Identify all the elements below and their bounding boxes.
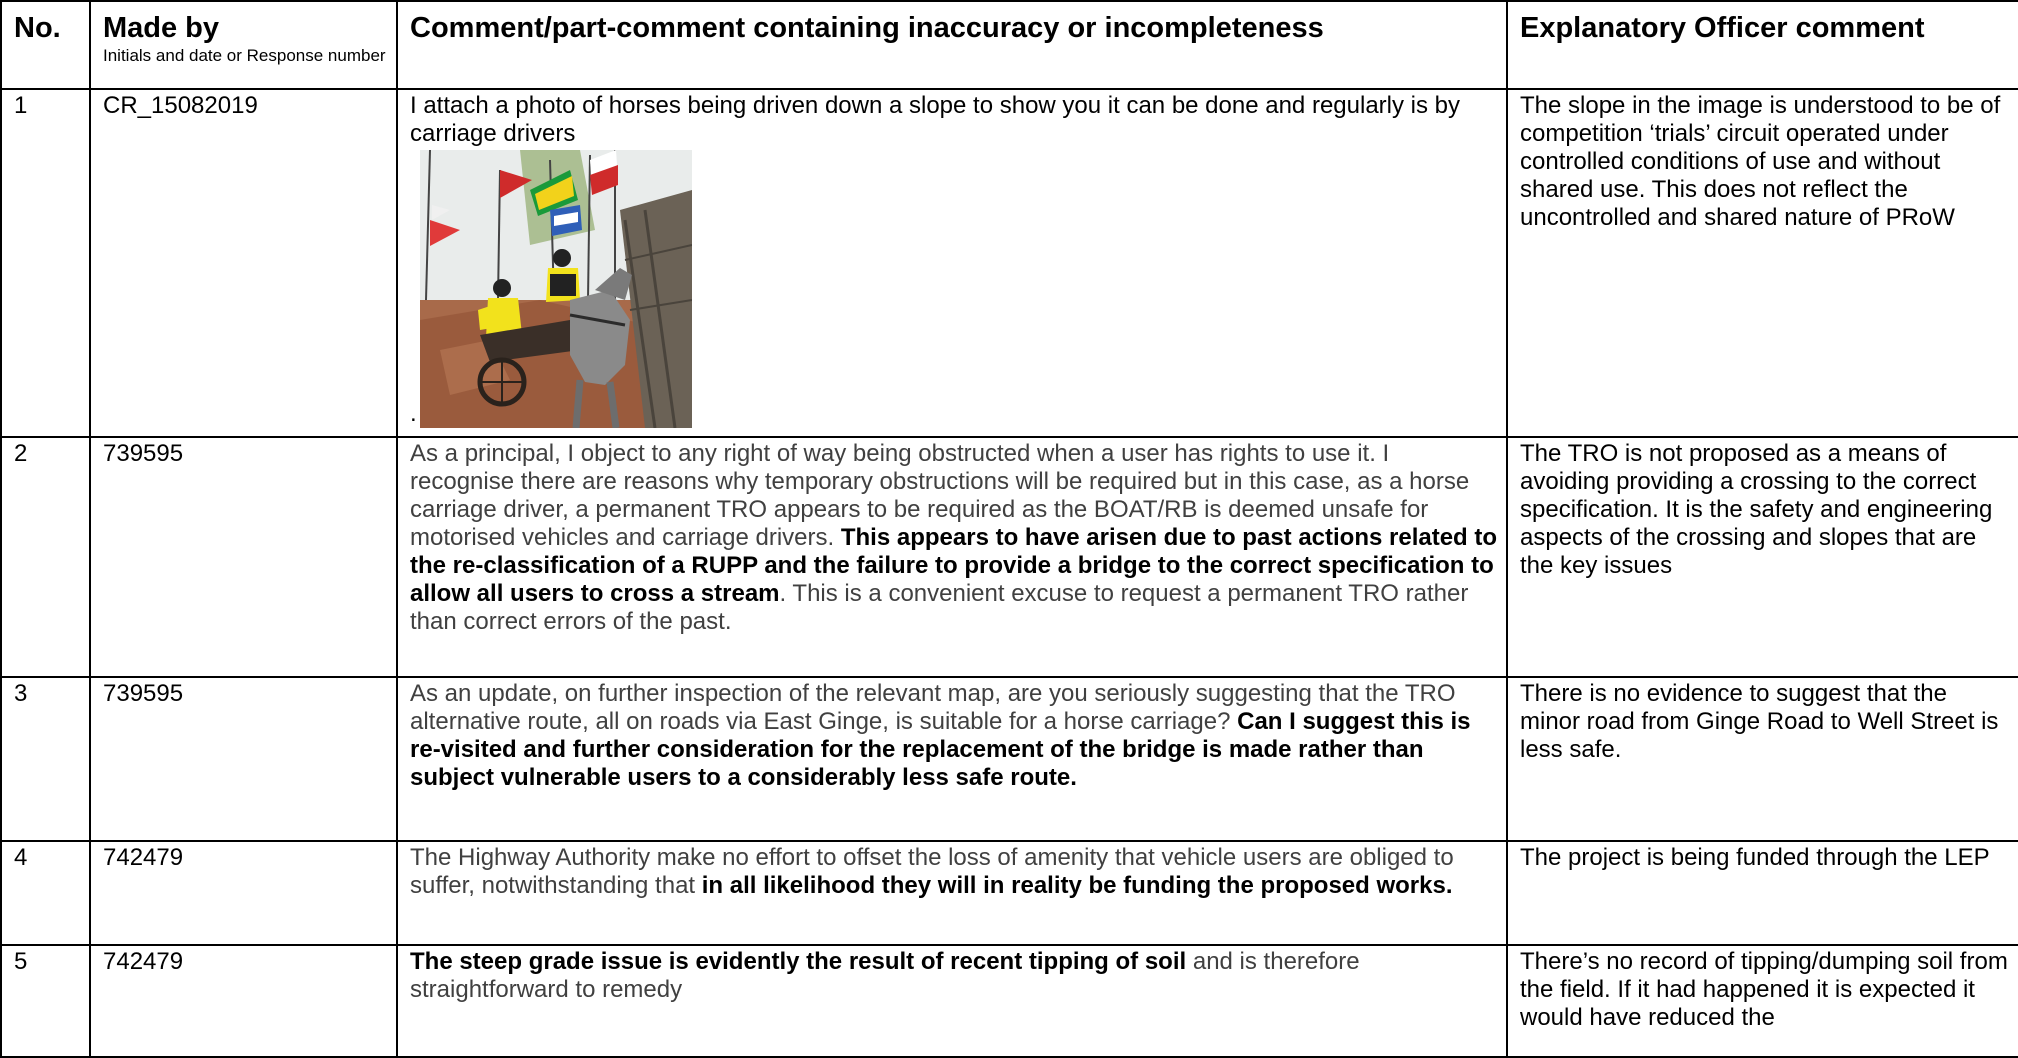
comment-bold-text: The steep grade issue is evidently the result of recent tipping of soil [410, 948, 1187, 975]
header-row [1, 1, 2018, 89]
cell-officer: There’s no record of tipping/dumping soil from the field. If it had happened it is expected it would have reduced the [1507, 945, 2018, 1057]
comment-text: As an update, on further inspection of the relevant map, are you seriously suggesting that the TRO alternative route, all on roads via East Ginge, is suitable for a horse carriage? [410, 680, 1456, 735]
cell-officer: The slope in the image is understood to be of competition ‘trials’ circuit operated under controlled conditions of use and without shared use. This does not reflect the uncontrolled and shared nature of PRoW [1507, 89, 2018, 437]
comment-text: I attach a photo of horses being driven down a slope to show you it can be done and regularly is by carriage drivers [410, 92, 1460, 147]
comment-bold-text: This appears to have arisen due to past actions related to the re-classification of a RUPP and the failure to provide a bridge to the correct specification to allow all users to cross a stream [410, 524, 1498, 607]
cell-no: 5 [1, 945, 90, 1057]
photo-container [410, 150, 1498, 428]
cell-comment [397, 677, 1507, 841]
cell-comment [397, 841, 1507, 945]
carriage-driving-photo [420, 150, 692, 428]
comment-text: As a principal, I object to any right of way being obstructed when a user has rights to use it. I recognise there are reasons why temporary obstructions will be required but in this case, as a horse carriage driver, a permanent TRO appears to be required as the BOAT/RB is deemed unsafe for motorised vehicles and carriage drivers. [410, 440, 1470, 551]
comment-text-end: . This is a convenient excuse to request a permanent TRO rather than correct errors of the past. [410, 580, 1469, 635]
cell-no: 4 [1, 841, 90, 945]
cell-comment [397, 437, 1507, 677]
header-made-by-sub: Initials and date or Response number [103, 46, 386, 65]
cell-no: 1 [1, 89, 90, 437]
header-made-by-label: Made by [103, 12, 220, 44]
cell-made-by: 742479 [90, 841, 397, 945]
photo-trailing-period: . [410, 400, 417, 427]
cell-no: 3 [1, 677, 90, 841]
cell-comment [397, 89, 1507, 437]
comment-bold-text: in all likelihood they will in reality be funding the proposed works. [701, 872, 1453, 899]
cell-no: 2 [1, 437, 90, 677]
cell-officer: There is no evidence to suggest that the minor road from Ginge Road to Well Street is less safe. [1507, 677, 2018, 841]
header-officer: Explanatory Officer comment [1507, 1, 2018, 89]
cell-made-by: 739595 [90, 677, 397, 841]
table-row [1, 945, 2018, 1057]
cell-made-by: CR_15082019 [90, 89, 397, 437]
cell-officer: The project is being funded through the LEP [1507, 841, 2018, 945]
table-row [1, 677, 2018, 841]
table-row [1, 437, 2018, 677]
cell-made-by: 739595 [90, 437, 397, 677]
header-made-by [90, 1, 397, 89]
comment-bold-text: Can I suggest this is re-visited and further consideration for the replacement of the bridge is made rather than subject vulnerable users to a considerably less safe route. [410, 708, 1471, 791]
cell-officer: The TRO is not proposed as a means of avoiding providing a crossing to the correct specification. It is the safety and engineering aspects of the crossing and slopes that are the key issues [1507, 437, 2018, 677]
comment-text-end: and is therefore straightforward to remedy [410, 948, 1360, 1003]
cell-made-by: 742479 [90, 945, 397, 1057]
comment-text: The Highway Authority make no effort to offset the loss of amenity that vehicle users are obliged to suffer, notwithstanding that [410, 844, 1454, 899]
header-no: No. [1, 1, 90, 89]
table-row [1, 841, 2018, 945]
cell-comment [397, 945, 1507, 1057]
header-comment: Comment/part-comment containing inaccuracy or incompleteness [397, 1, 1507, 89]
table-row [1, 89, 2018, 437]
